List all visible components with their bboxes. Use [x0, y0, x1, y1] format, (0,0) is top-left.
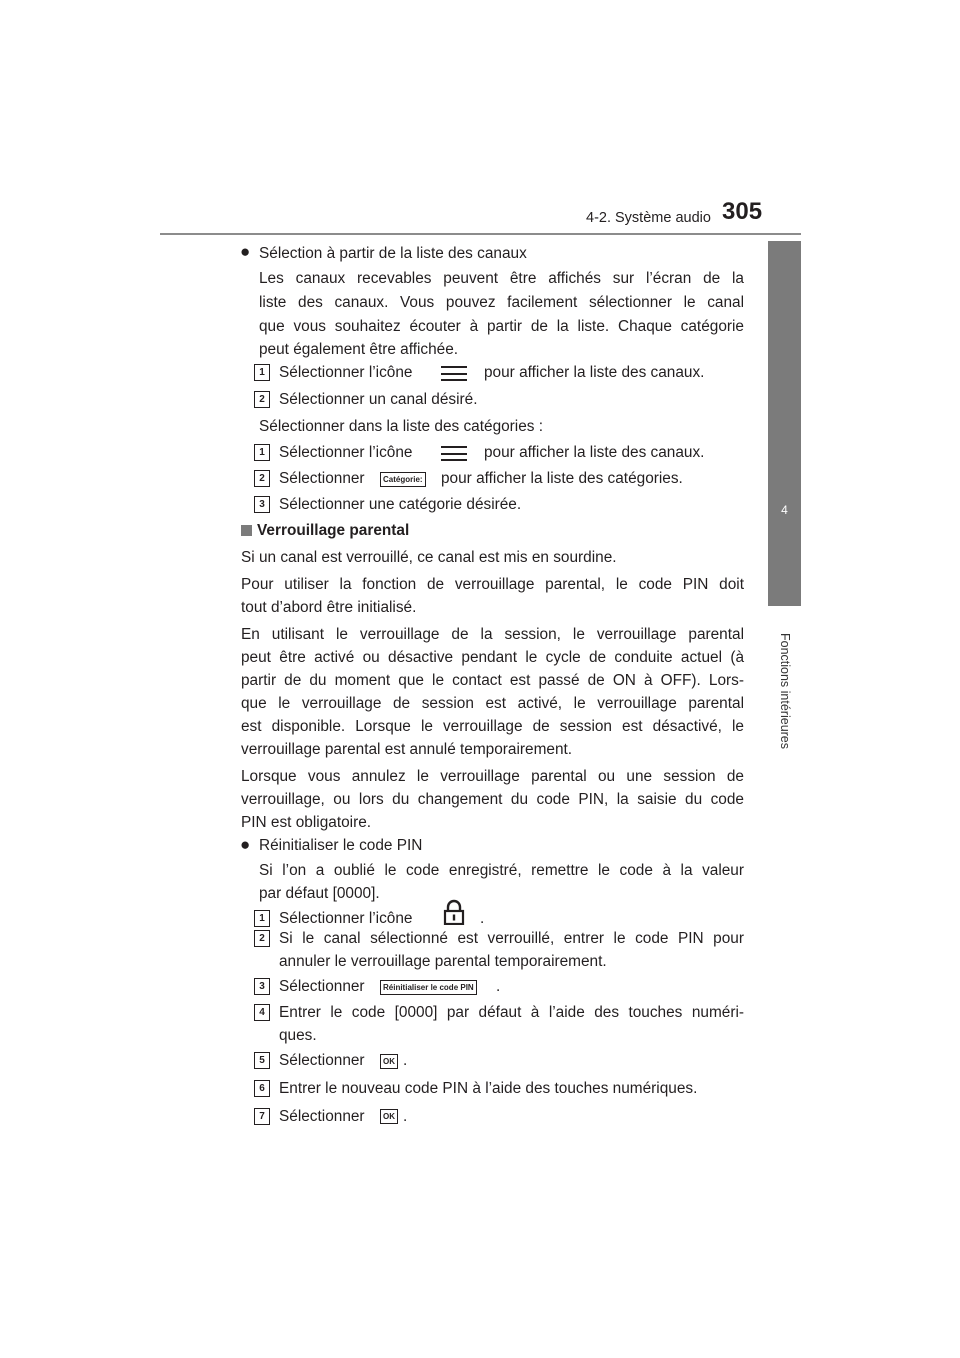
step-text: Entrer le nouveau code PIN à l’aide des touches numériques. — [279, 1080, 698, 1097]
para-line: verrouillage, ou lors du changement du code PIN, la saisie du code — [241, 791, 744, 808]
step-text: pour afficher la liste des canaux. — [484, 364, 705, 381]
para-line: PIN est obligatoire. — [241, 814, 372, 831]
step-number: 6 — [254, 1080, 270, 1097]
chapter-number: 4 — [781, 503, 788, 517]
step-text: Sélectionner l’icône — [279, 444, 413, 461]
header-rule — [160, 233, 801, 235]
step-number: 2 — [254, 930, 270, 947]
step-text: Sélectionner — [279, 470, 365, 487]
subsection-title: Réinitialiser le code PIN — [259, 837, 423, 854]
section-heading: Verrouillage parental — [257, 522, 410, 539]
para-line: tout d’abord être initialisé. — [241, 599, 417, 616]
step-text: Entrer le code [0000] par défaut à l’aide des touches numéri- — [279, 1004, 744, 1021]
para-line: par défaut [0000]. — [259, 885, 380, 902]
para-line: peut être activé ou désactive pendant le cycle de conduite actuel (à — [241, 649, 744, 666]
step-number: 2 — [254, 470, 270, 487]
page-number: 305 — [722, 198, 763, 225]
step-text: Si le canal sélectionné est verrouillé, entrer le code PIN pour — [279, 930, 744, 947]
step-number: 2 — [254, 391, 270, 408]
section-marker-icon — [241, 525, 252, 536]
para-line: liste des canaux. Vous pouvez facilement sélectionner le canal — [259, 294, 744, 311]
bullet-icon: ● — [240, 835, 251, 854]
lock-icon — [443, 899, 465, 925]
step-text: annuler le verrouillage parental temporairement. — [279, 953, 607, 970]
step-text: . — [403, 1052, 408, 1069]
step-text: Sélectionner — [279, 1052, 365, 1069]
step-text: pour afficher la liste des catégories. — [441, 470, 683, 487]
step-number: 4 — [254, 1004, 270, 1021]
para-line: En utilisant le verrouillage de la session, le verrouillage parental — [241, 626, 744, 643]
step-text: . — [403, 1108, 408, 1125]
para-line: Si un canal est verrouillé, ce canal est mis en sourdine. — [241, 549, 617, 566]
step-number: 5 — [254, 1052, 270, 1069]
step-text: Sélectionner une catégorie désirée. — [279, 496, 522, 513]
step-text: . — [480, 910, 485, 927]
step-text: pour afficher la liste des canaux. — [484, 444, 705, 461]
step-text: Sélectionner — [279, 978, 365, 995]
category-button: Catégorie: — [380, 472, 426, 487]
list-icon — [441, 446, 467, 462]
para-line: partir de du moment que le contact est passé de ON à OFF). Lors- — [241, 672, 744, 689]
step-number: 7 — [254, 1108, 270, 1125]
para-line: verrouillage parental est annulé temporairement. — [241, 741, 573, 758]
chapter-label-text: Fonctions intérieures — [777, 632, 792, 750]
step-text: ques. — [279, 1027, 317, 1044]
reset-pin-button: Réinitialiser le code PIN — [380, 980, 477, 995]
subsection-title: Sélection à partir de la liste des canaux — [259, 245, 527, 262]
step-text: . — [496, 978, 501, 995]
step-text: Sélectionner l’icône — [279, 910, 413, 927]
step-text: Sélectionner l’icône — [279, 364, 413, 381]
step-number: 3 — [254, 978, 270, 995]
bullet-icon: ● — [240, 242, 251, 261]
step-number: 1 — [254, 910, 270, 927]
ok-button: OK — [380, 1109, 398, 1124]
category-intro: Sélectionner dans la liste des catégories : — [259, 418, 544, 435]
chapter-label — [768, 606, 801, 776]
para-line: Pour utiliser la fonction de verrouillage parental, le code PIN doit — [241, 576, 744, 593]
step-number: 1 — [254, 364, 270, 381]
list-icon — [441, 366, 467, 382]
para-line: Les canaux recevables peuvent être affichés sur l’écran de la — [259, 270, 744, 287]
para-line: peut également être affichée. — [259, 341, 459, 358]
step-text: Sélectionner — [279, 1108, 365, 1125]
step-number: 1 — [254, 444, 270, 461]
chapter-tab — [768, 241, 801, 606]
para-line: que le verrouillage de session est activé, le verrouillage parental — [241, 695, 744, 712]
step-number: 3 — [254, 496, 270, 513]
para-line: Lorsque vous annulez le verrouillage parental ou une session de — [241, 768, 744, 785]
para-line: que vous souhaitez écouter à partir de la liste. Chaque catégorie — [259, 318, 744, 335]
para-line: Si l’on a oublié le code enregistré, remettre le code à la valeur — [259, 862, 744, 879]
ok-button: OK — [380, 1054, 398, 1069]
para-line: est disponible. Lorsque le verrouillage de session est désactivé, le — [241, 718, 744, 735]
step-text: Sélectionner un canal désiré. — [279, 391, 478, 408]
section-title: 4-2. Système audio — [586, 210, 711, 226]
